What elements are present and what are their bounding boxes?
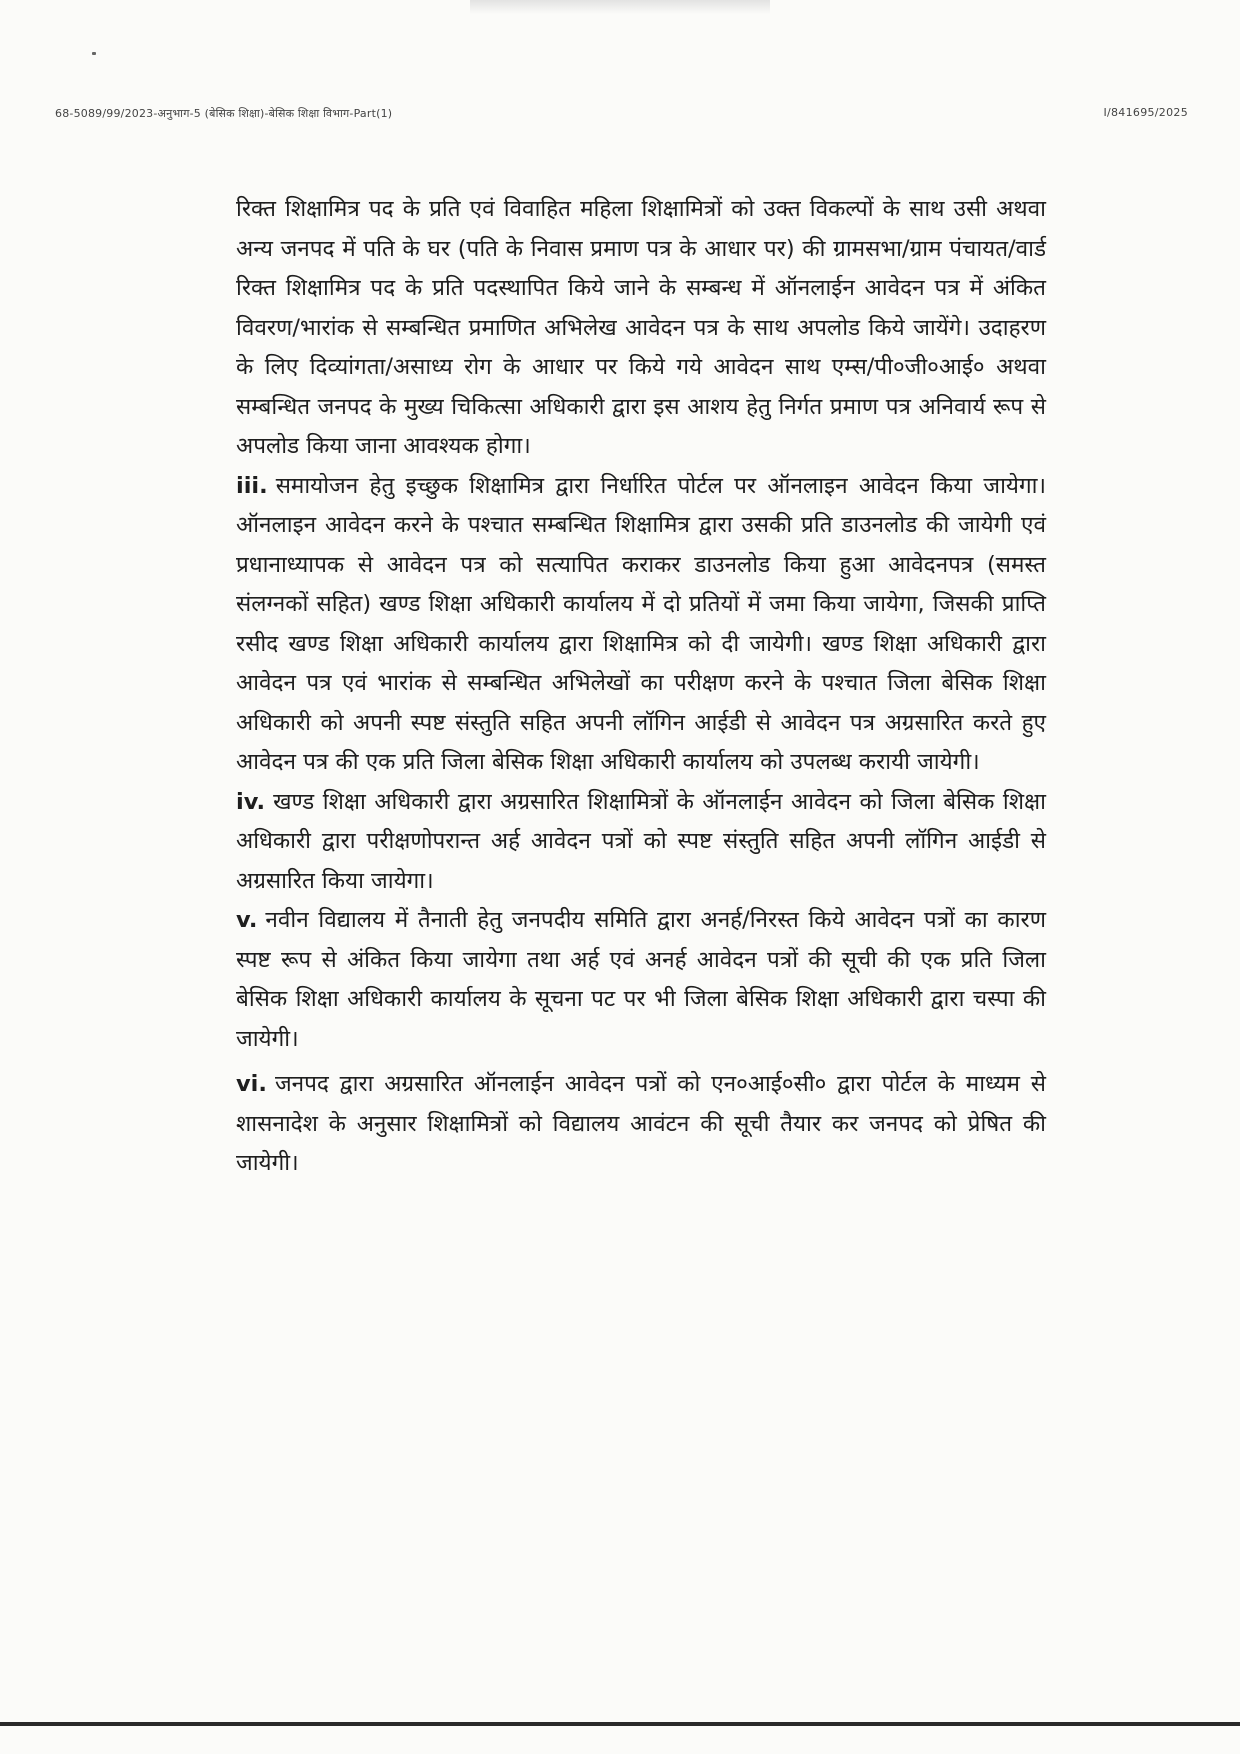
clause-marker: iii. [236, 472, 268, 499]
clause-text: जनपद द्वारा अग्रसारित ऑनलाईन आवेदन पत्रों को एन०आई०सी० द्वारा पोर्टल के माध्यम से शासनादेश के अनुसार शिक्षामित्रों को विद्यालय आवंटन की सूची तैयार कर जनपद को प्रेषित की जायेगी। [236, 1071, 1046, 1176]
scan-shadow [470, 0, 770, 14]
clause-text: खण्ड शिक्षा अधिकारी द्वारा अग्रसारित शिक्षामित्रों के ऑनलाईन आवेदन को जिला बेसिक शिक्षा अधिकारी द्वारा परीक्षणोपरान्त अर्ह आवेदन पत्रों को स्पष्ट संस्तुति सहित अपनी लॉगिन आईडी से अग्रसारित किया जायेगा। [236, 788, 1046, 894]
clause-v [236, 901, 1046, 1059]
clause-vi [236, 1065, 1046, 1184]
clause-iv [236, 783, 1046, 902]
document-id: I/841695/2025 [1103, 106, 1188, 119]
clause-marker: iv. [236, 788, 266, 815]
scan-speck [92, 52, 96, 55]
clause-marker: v. [236, 907, 258, 933]
document-body [236, 190, 1046, 1184]
clause-text: समायोजन हेतु इच्छुक शिक्षामित्र द्वारा निर्धारित पोर्टल पर ऑनलाइन आवेदन किया जायेगा। ऑनलाइन आवेदन करने के पश्चात सम्बन्धित शिक्षामित्र द्वारा उसकी प्रति डाउनलोड की जायेगी एवं प्रधानाध्यापक से आवेदन पत्र को सत्यापित कराकर डाउनलोड किया हुआ आवेदनपत्र (समस्त संलग्नकों सहित) खण्ड शिक्षा अधिकारी कार्यालय में दो प्रतियों में जमा किया जायेगा, जिसकी प्राप्ति रसीद खण्ड शिक्षा अधिकारी कार्यालय द्वारा शिक्षामित्र को दी जायेगी। खण्ड शिक्षा अधिकारी द्वारा आवेदन पत्र एवं भारांक से सम्बन्धित अभिलेखों का परीक्षण करने के पश्चात जिला बेसिक शिक्षा अधिकारी को अपनी स्पष्ट संस्तुति सहित अपनी लॉगिन आईडी से आवेदन पत्र अग्रसारित करते हुए आवेदन पत्र की एक प्रति जिला बेसिक शिक्षा अधिकारी कार्यालय को उपलब्ध करायी जायेगी। [236, 472, 1046, 775]
page-bottom-rule [0, 1722, 1240, 1726]
file-reference: 68-5089/99/2023-अनुभाग-5 (बेसिक शिक्षा)-बेसिक शिक्षा विभाग-Part(1) [55, 107, 393, 120]
clause-iii [236, 467, 1046, 783]
clause-text: नवीन विद्यालय में तैनाती हेतु जनपदीय समिति द्वारा अनर्ह/निरस्त किये आवेदन पत्रों का कारण स्पष्ट रूप से अंकित किया जायेगा तथा अर्ह एवं अनर्ह आवेदन पत्रों की सूची की एक प्रति जिला बेसिक शिक्षा अधिकारी कार्यालय के सूचना पट पर भी जिला बेसिक शिक्षा अधिकारी द्वारा चस्पा की जायेगी। [236, 907, 1046, 1052]
clause-marker: vi. [236, 1071, 267, 1097]
intro-continuation-paragraph: रिक्त शिक्षामित्र पद के प्रति एवं विवाहित महिला शिक्षामित्रों को उक्त विकल्पों के साथ उसी अथवा अन्य जनपद में पति के घर (पति के निवास प्रमाण पत्र के आधार पर) की ग्रामसभा/ग्राम पंचायत/वार्ड रिक्त शिक्षामित्र पद के प्रति पदस्थापित किये जाने के सम्बन्ध में ऑनलाईन आवेदन पत्र में अंकित विवरण/भारांक से सम्बन्धित प्रमाणित अभिलेख आवेदन पत्र के साथ अपलोड किये जायेंगे। उदाहरण के लिए दिव्यांगता/असाध्य रोग के आधार पर किये गये आवेदन साथ एम्स/पी०जी०आई० अथवा सम्बन्धित जनपद के मुख्य चिकित्सा अधिकारी द्वारा इस आशय हेतु निर्गत प्रमाण पत्र अनिवार्य रूप से अपलोड किया जाना आवश्यक होगा। [236, 196, 1046, 459]
